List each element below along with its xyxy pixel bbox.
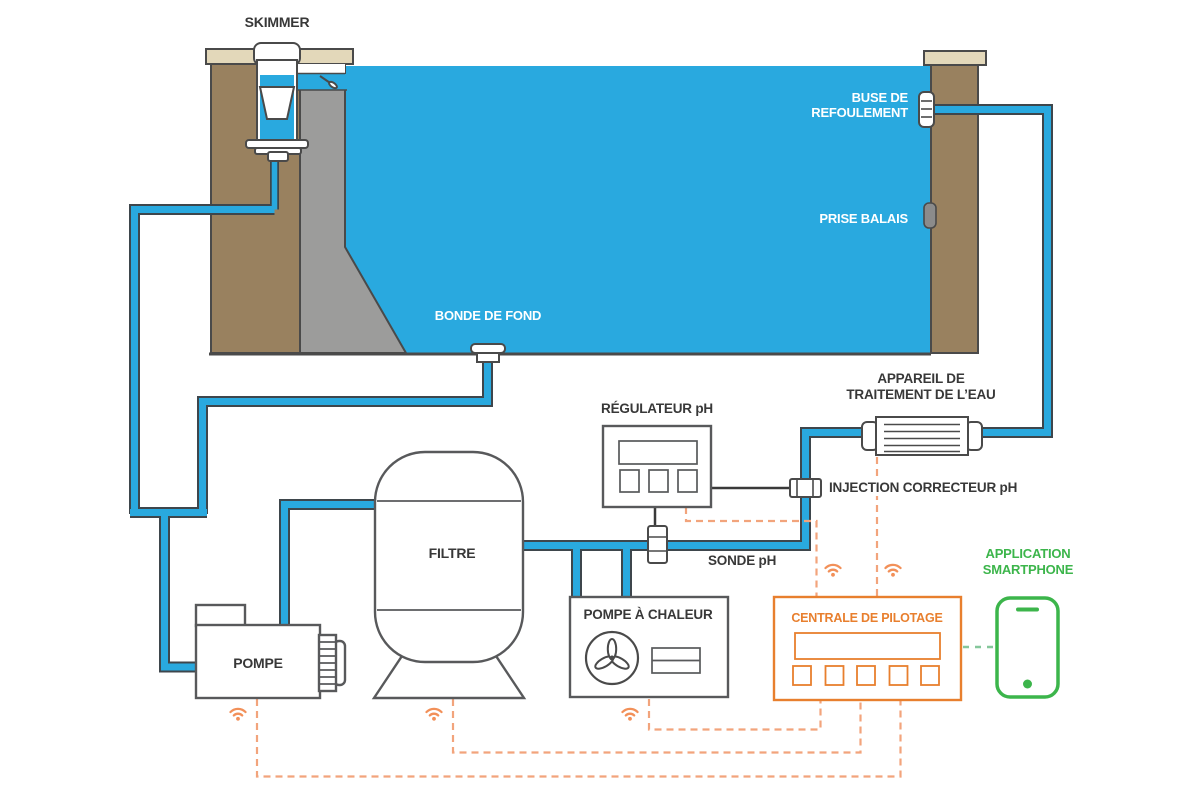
heat-pump-label: POMPE À CHALEUR	[583, 607, 713, 622]
filter-tank-shape	[374, 452, 524, 698]
smartphone-icon	[997, 598, 1058, 697]
main-drain-label: BONDE DE FOND	[434, 308, 542, 323]
ph-probe-label: SONDE pH	[708, 553, 777, 568]
main-drain-fitting	[471, 344, 505, 362]
skimmer-throat-top	[296, 64, 345, 74]
coping-right	[924, 51, 986, 65]
wifi-icon	[427, 709, 442, 721]
wifi-icon	[886, 565, 901, 577]
ph-probe-fitting	[648, 526, 667, 563]
skimmer-throat-water	[296, 74, 353, 90]
return-nozzle-fitting	[919, 92, 934, 127]
filter-label: FILTRE	[428, 545, 476, 561]
fan-icon	[586, 632, 638, 684]
vacuum-point-label: PRISE BALAIS	[819, 211, 908, 226]
ph-regulator-shape	[603, 426, 711, 507]
wifi-icon	[623, 709, 638, 721]
injection-fitting	[790, 479, 821, 497]
link-heatpump-to-control	[649, 699, 821, 730]
pump-shape	[196, 605, 345, 698]
pump-label: POMPE	[233, 655, 283, 671]
smartphone-app-label: APPLICATION SMARTPHONE	[982, 546, 1074, 577]
wifi-icon	[231, 709, 246, 721]
ph-regulator-label: RÉGULATEUR pH	[601, 401, 713, 416]
wifi-icon	[826, 565, 841, 577]
skimmer-label: SKIMMER	[244, 14, 310, 30]
link-filter-to-control	[453, 699, 861, 753]
injection-label: INJECTION CORRECTEUR pH	[829, 480, 1018, 495]
return-nozzle-label: BUSE DE REFOULEMENT	[811, 90, 908, 120]
water-treatment-device-shape	[862, 417, 982, 455]
vacuum-point-fitting	[924, 203, 936, 228]
control-unit-label: CENTRALE DE PILOTAGE	[791, 611, 943, 625]
link-pump-to-control	[257, 699, 901, 777]
link-regulator-to-control	[686, 507, 817, 596]
skimmer-basket	[260, 87, 294, 119]
water-treatment-label: APPAREIL DE TRAITEMENT DE L’EAU	[846, 371, 996, 402]
